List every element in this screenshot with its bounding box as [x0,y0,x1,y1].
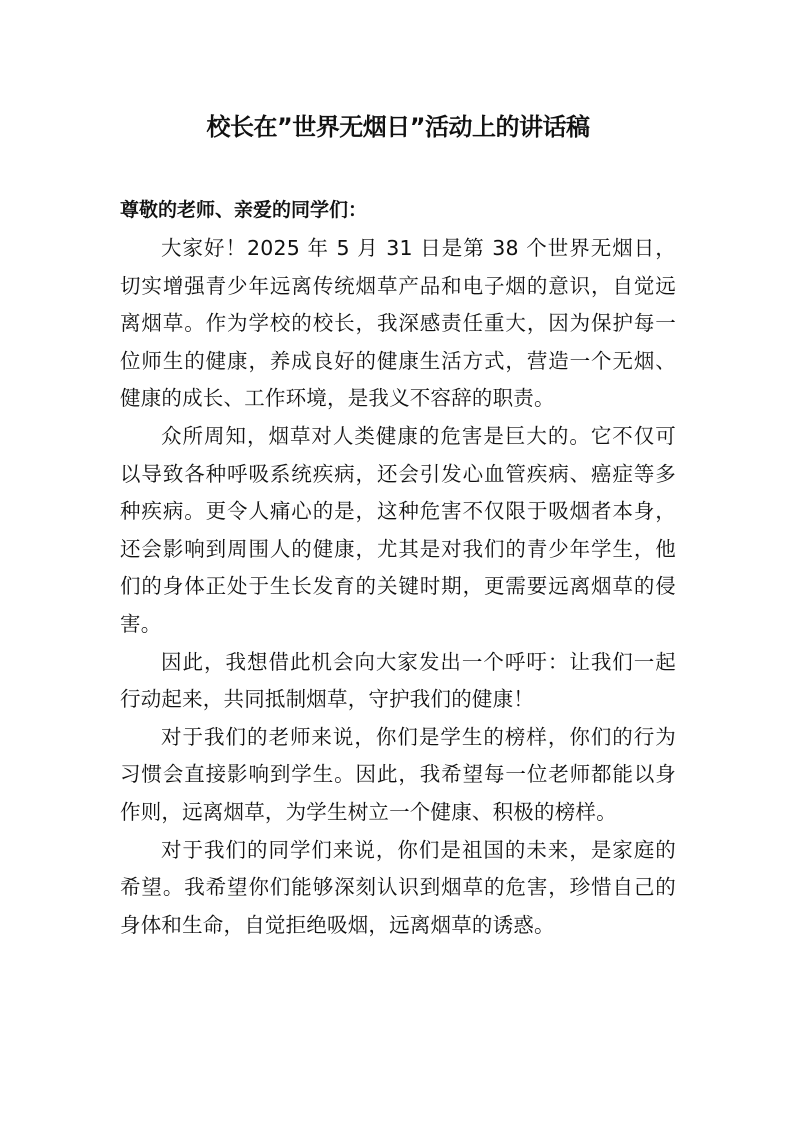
document-body [120,230,676,944]
paragraph-greeting: 大家好！2025 年 5 月 31 日是第 38 个世界无烟日，切实增强青少年远离传统烟草产品和电子烟的意识，自觉远离烟草。作为学校的校长，我深感责任重大，因为保护每一位师生的健康，养成良好的健康生活方式，营造一个无烟、健康的成长、工作环境，是我义不容辞的职责。 [120,236,676,411]
paragraph-appeal: 因此，我想借此机会向大家发出一个呼吁：让我们一起行动起来，共同抵制烟草，守护我们的健康！ [120,649,676,712]
paragraph-teachers: 对于我们的老师来说，你们是学生的榜样，你们的行为习惯会直接影响到学生。因此，我希望每一位老师都能以身作则，远离烟草，为学生树立一个健康、积极的榜样。 [120,724,676,824]
paragraph-students: 对于我们的同学们来说，你们是祖国的未来，是家庭的希望。我希望你们能够深刻认识到烟草的危害，珍惜自己的身体和生命，自觉拒绝吸烟，远离烟草的诱惑。 [120,837,676,937]
document-title: 校长在”世界无烟日”活动上的讲话稿 [206,113,590,141]
salutation: 尊敬的老师、亲爱的同学们： [120,199,368,221]
paragraph-harm: 众所周知，烟草对人类健康的危害是巨大的。它不仅可以导致各种呼吸系统疾病，还会引发心血管疾病、癌症等多种疾病。更令人痛心的是，这种危害不仅限于吸烟者本身，还会影响到周围人的健康，尤其是对我们的青少年学生，他们的身体正处于生长发育的关键时期，更需要远离烟草的侵害。 [120,423,676,636]
